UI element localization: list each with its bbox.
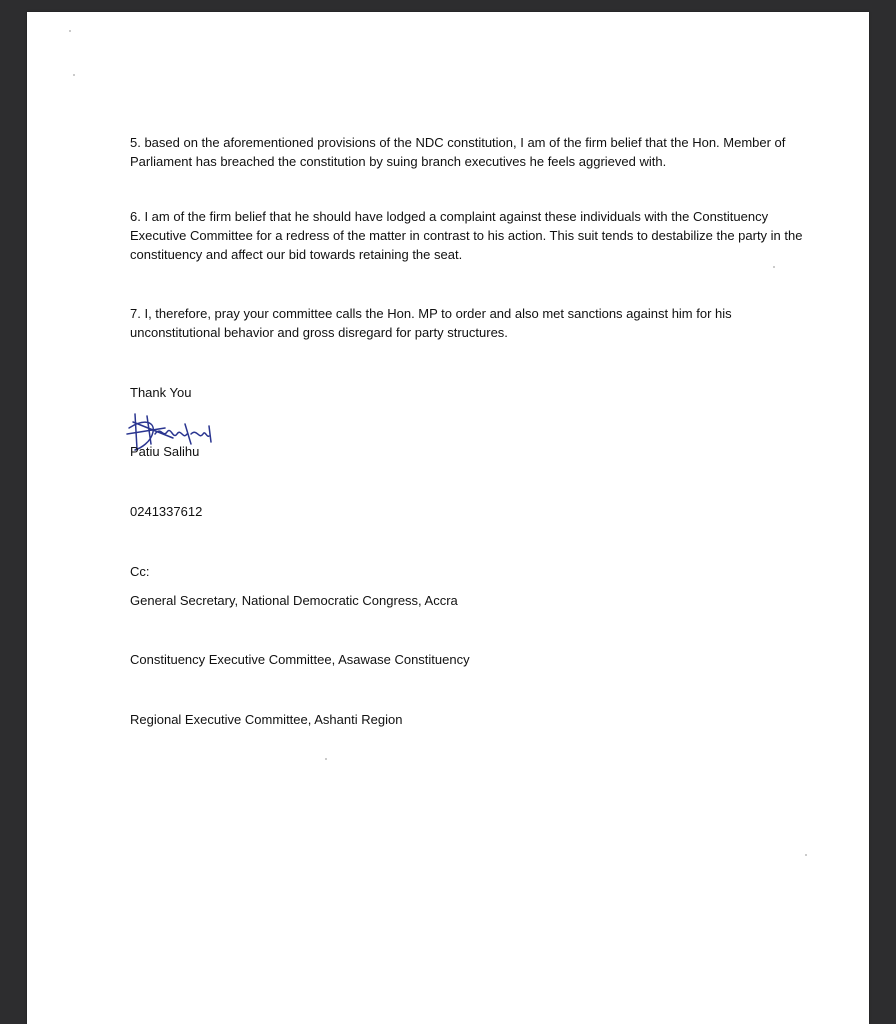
scan-speck [773,266,775,268]
phone-number: 0241337612 [130,504,203,519]
paragraph-7: 7. I, therefore, pray your committee calls the Hon. MP to order and also met sanctions against him for his unconstitutional behavior and gross disregard for party structures. [130,306,732,340]
closing-line: Thank You [130,385,192,400]
scan-speck [73,74,75,76]
scan-speck [69,30,71,32]
letter-page [27,12,869,1024]
scan-speck [325,758,327,760]
cc-recipient: General Secretary, National Democratic Congress, Accra [130,593,458,608]
signatory-name: Patiu Salihu [130,444,200,459]
scan-speck [805,854,807,856]
paragraph-6: 6. I am of the firm belief that he should have lodged a complaint against these individuals with the Constituency Executive Committee for a redress of the matter in contrast to his action. This suit tends to destabilize the party in the constituency and affect our bid towards retaining the seat. [130,209,803,262]
cc-label: Cc: [130,564,150,579]
cc-recipient: Regional Executive Committee, Ashanti Region [130,712,403,727]
cc-recipient: Constituency Executive Committee, Asawase Constituency [130,652,470,667]
paragraph-5: 5. based on the aforementioned provisions of the NDC constitution, I am of the firm belief that the Hon. Member of Parliament has breached the constitution by suing branch executives he feels aggrieved with. [130,135,786,169]
